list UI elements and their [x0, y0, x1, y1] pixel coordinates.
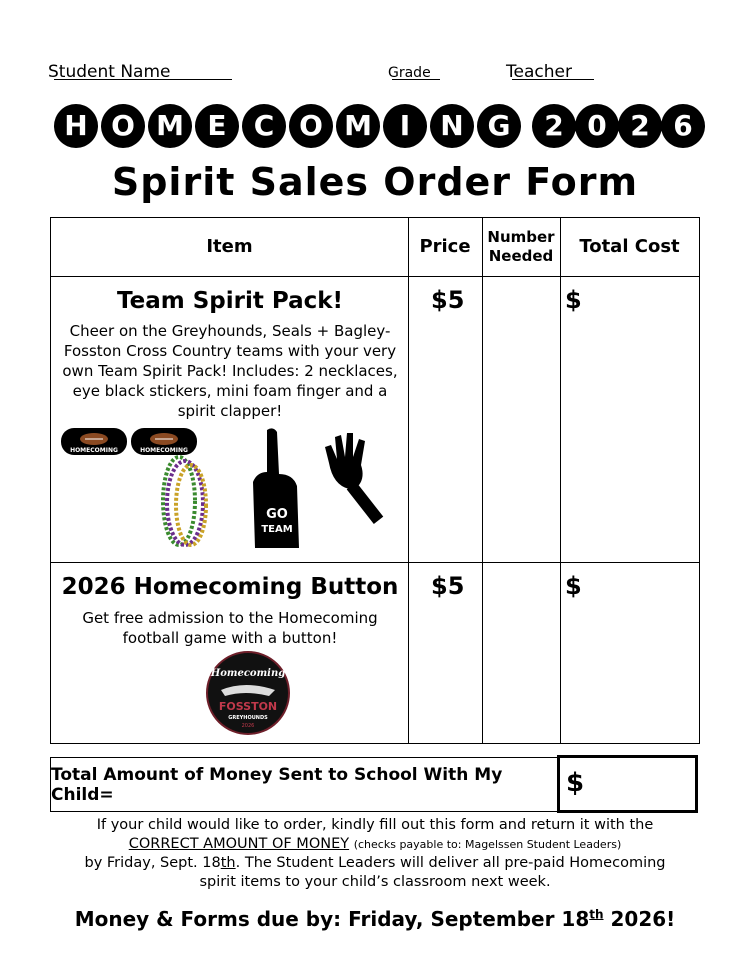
row-divider	[51, 562, 699, 563]
bead-necklaces-image	[149, 453, 219, 553]
teacher-blank[interactable]	[512, 62, 594, 80]
correct-amount-emphasis: CORRECT AMOUNT OF MONEY	[128, 836, 350, 852]
button-item-total-cell[interactable]: $	[565, 572, 582, 600]
title-digit: 6	[661, 104, 705, 148]
spirit-pack-quantity-cell[interactable]	[484, 278, 558, 560]
title-letter: N	[430, 104, 474, 148]
header-total-cost: Total Cost	[579, 236, 680, 257]
instructions-delivery: . The Student Leaders will deliver all pre-paid Homecoming	[235, 855, 666, 871]
teacher-label: Teacher	[506, 62, 572, 82]
instructions-date-suffix: th	[220, 855, 236, 871]
student-name-blank[interactable]	[54, 62, 232, 80]
total-money-label-box	[50, 757, 558, 812]
instructions-line: spirit items to your child’s classroom next week.	[199, 874, 551, 890]
instructions-line: If your child would like to order, kindly fill out this form and return it with the	[96, 817, 654, 833]
button-item-quantity-cell[interactable]	[484, 564, 558, 742]
foam-finger-image	[249, 426, 305, 554]
grade-label: Grade	[388, 65, 431, 81]
title-letter: C	[242, 104, 286, 148]
total-money-label: Total Amount of Money Sent to School With My Child=	[51, 764, 503, 805]
spirit-clapper-image	[319, 423, 399, 535]
row-divider	[51, 276, 699, 277]
homecoming-title	[54, 104, 699, 150]
title-letter: I	[383, 104, 427, 148]
spirit-pack-description: Cheer on the Greyhounds, Seals + Bagley-Fosston Cross Country teams with your very own Team Spirit Pack! Includes: 2 necklaces, eye black stickers, mini foam finger and a spirit clapper!	[62, 322, 398, 420]
title-letter: G	[477, 104, 521, 148]
due-date-footer	[0, 907, 750, 931]
button-text-top: Homecoming	[210, 668, 286, 679]
button-text-main: FOSSTON	[218, 700, 278, 713]
title-letter: H	[54, 104, 98, 148]
sticker-text: HOMECOMING	[140, 447, 188, 454]
instructions-date: by Friday, Sept. 18	[84, 855, 221, 871]
header-price: Price	[419, 236, 471, 257]
due-date-text: Money & Forms due by: Friday, September 18	[74, 907, 590, 931]
spirit-pack-total-cell[interactable]: $	[565, 286, 582, 314]
spirit-pack-price: $5	[431, 286, 465, 314]
order-table	[50, 217, 700, 744]
due-date-year: 2026!	[610, 907, 676, 931]
student-info-line	[48, 62, 688, 88]
sticker-text: HOMECOMING	[70, 447, 118, 454]
foam-finger-text: GO	[266, 507, 288, 522]
header-number-needed: Number Needed	[487, 228, 555, 265]
eye-black-sticker-image	[131, 428, 197, 455]
title-letter: M	[336, 104, 380, 148]
instructions-line	[40, 854, 710, 873]
instructions-paragraph	[40, 816, 710, 892]
title-letter: M	[148, 104, 192, 148]
form-subtitle: Spirit Sales Order Form	[111, 160, 639, 204]
button-item-description: Get free admission to the Homecoming football game with a button!	[82, 609, 378, 647]
title-digit: 2	[532, 104, 576, 148]
column-divider	[482, 218, 483, 743]
title-letter: O	[289, 104, 333, 148]
eye-black-sticker-image	[61, 428, 127, 455]
column-divider	[560, 218, 561, 743]
button-item-title: 2026 Homecoming Button	[61, 574, 399, 600]
checks-payable-note: (checks payable to: Magelssen Student Leaders)	[353, 838, 622, 851]
header-item: Item	[206, 236, 253, 257]
due-date-suffix: th	[589, 907, 604, 922]
button-text-year: 2026	[241, 723, 255, 729]
title-digit: 2	[618, 104, 662, 148]
spirit-pack-title: Team Spirit Pack!	[116, 288, 344, 314]
title-digit: 0	[575, 104, 619, 148]
instructions-line	[40, 835, 710, 854]
foam-finger-text: TEAM	[261, 524, 293, 535]
title-letter: O	[101, 104, 145, 148]
button-text-sub: GREYHOUNDS	[228, 715, 268, 721]
grade-blank[interactable]	[392, 65, 440, 80]
total-money-input[interactable]: $	[557, 755, 698, 813]
title-letter: E	[195, 104, 239, 148]
homecoming-button-image	[205, 650, 291, 736]
student-name-label: Student Name	[48, 62, 171, 82]
button-item-price: $5	[431, 572, 465, 600]
